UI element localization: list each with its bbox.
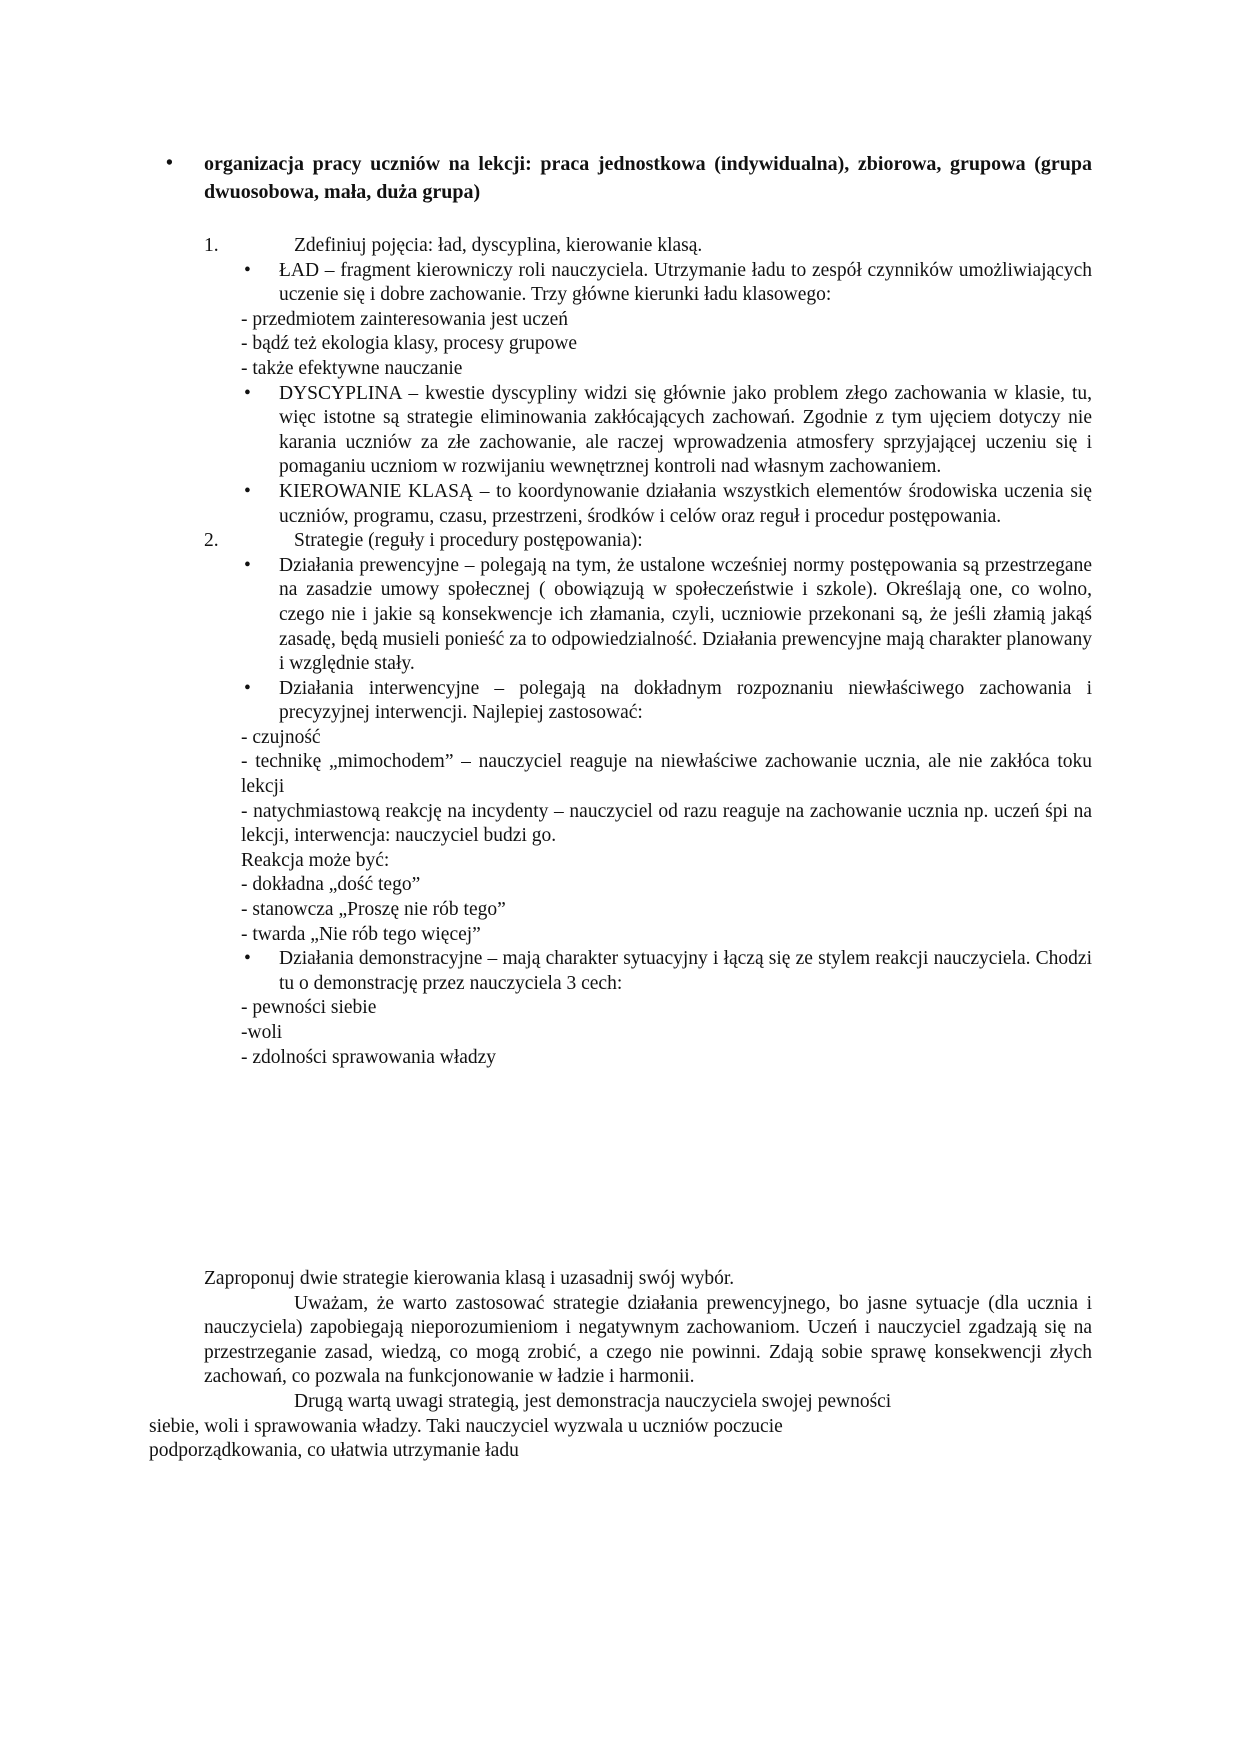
bullet-kierowanie	[204, 480, 1092, 529]
section-essay	[149, 1267, 1092, 1464]
question-2	[204, 529, 1092, 554]
bullet-prewencyjne	[204, 554, 1092, 677]
bullet-text: Działania prewencyjne – polegają na tym, że ustalone wcześniej normy postępowania są przestrzegane na zasadzie umowy społecznej ( obowiązują w społeczeństwie i szkole). Określają one, co wolno, czego nie i jakie są konsekwencje ich złamania, czyli, uczniowie przekonani są, że jeśli złamią jakąś zasadę, będą musieli ponieść za to odpowiedzialność. Działania prewencyjne mają charakter planowany i względnie stały.	[279, 554, 1092, 675]
list-item: - stanowcza „Proszę nie rób tego”	[241, 899, 506, 921]
essay-paragraph-2-line: siebie, woli i sprawowania władzy. Taki nauczyciel wyzwala u uczniów poczucie	[149, 1415, 783, 1437]
list-item: - zdolności sprawowania władzy	[241, 1046, 497, 1068]
bullet-text: DYSCYPLINA – kwestie dyscypliny widzi się głównie jako problem złego zachowania w klasie, tu, więc istotne są strategie eliminowania zakłócających zachowań. Zgodnie z tym ujęciem dotyczy nie karania uczniów za złe zachowanie, ale raczej wprowadzenia atmosfery sprzyjającej uczeniu się i pomaganiu uczniom w rozwijaniu wewnętrznej kontroli nad własnym zachowaniem.	[279, 382, 1092, 478]
bullet-icon: •	[244, 259, 251, 281]
question-text: Zdefiniuj pojęcia: ład, dyscyplina, kierowanie klasą.	[294, 235, 703, 256]
list-item: - dokładna „dość tego”	[241, 874, 421, 896]
bullet-text: Działania demonstracyjne – mają charakter sytuacyjny i łączą się ze stylem reakcji nauczyciela. Chodzi tu o demonstrację przez nauczyciela 3 cech:	[279, 948, 1092, 994]
bullet-icon: •	[244, 554, 251, 576]
essay-prompt: Zaproponuj dwie strategie kierowania klasą i uzasadnij swój wybór.	[204, 1268, 735, 1289]
bullet-demonstracyjne	[204, 947, 1092, 996]
reakcja-label: Reakcja może być:	[241, 849, 390, 871]
bullet-text: ŁAD – fragment kierowniczy roli nauczyciela. Utrzymanie ładu to zespół czynników umożliwiających uczenie się i dobre zachowanie. Trzy główne kierunki ładu klasowego:	[279, 259, 1092, 306]
list-item: - technikę „mimochodem” – nauczyciel reaguje na niewłaściwe zachowanie ucznia, ale nie zakłóca toku lekcji	[241, 751, 1092, 798]
question-number: 2.	[204, 530, 219, 552]
essay-paragraph-1: Uważam, że warto zastosować strategie działania prewencyjnego, bo jasne sytuacje (dla ucznia i nauczyciela) zapobiegają nieporozumieniom i negatywnym zachowaniom. Uczeń i nauczyciel zgadzają się na przestrzeganie zasad, wiedzą, co mogą zrobić, a czego nie powinni. Zdają sobie sprawę konsekwencji złych zachowań, co pozwala na funkcjonowanie w ładzie i harmonii.	[204, 1292, 1092, 1388]
heading: organizacja pracy uczniów na lekcji: praca jednostkowa (indywidualna), zbiorowa, grupowa (grupa dwuosobowa, mała, duża grupa)	[204, 153, 1092, 203]
bullet-icon: •	[244, 382, 251, 404]
bullet-dyscyplina	[204, 382, 1092, 480]
list-item: - przedmiotem zainteresowania jest uczeń	[241, 308, 569, 330]
bullet-icon: •	[244, 677, 251, 699]
question-1	[204, 234, 1092, 259]
list-item: - natychmiastową reakcję na incydenty – nauczyciel od razu reaguje na zachowanie ucznia np. uczeń śpi na lekcji, interwencja: nauczyciel budzi go.	[241, 800, 1092, 847]
essay-paragraph-2-line: Drugą wartą uwagi strategią, jest demonstracja nauczyciela swojej pewności	[294, 1390, 892, 1412]
list-item: - twarda „Nie rób tego więcej”	[241, 923, 481, 945]
list-item: - także efektywne nauczanie	[241, 357, 463, 379]
essay-paragraph-2-line: podporządkowania, co ułatwia utrzymanie ładu	[149, 1440, 519, 1462]
bullet-text: KIEROWANIE KLASĄ – to koordynowanie działania wszystkich elementów środowiska uczenia się uczniów, programu, czasu, przestrzeni, środków i celów oraz reguł i procedur postępowania.	[279, 480, 1092, 527]
bullet-icon: •	[244, 480, 251, 502]
bullet-lad	[204, 259, 1092, 308]
section-questions	[204, 234, 1092, 1070]
question-number: 1.	[204, 235, 219, 256]
bullet-text: Działania interwencyjne – polegają na dokładnym rozpoznaniu niewłaściwego zachowania i precyzyjnej interwencji. Najlepiej zastosować:	[279, 677, 1092, 724]
question-text: Strategie (reguły i procedury postępowania):	[294, 530, 643, 552]
list-item: - pewności siebie	[241, 997, 377, 1019]
list-item: - bądź też ekologia klasy, procesy grupowe	[241, 333, 578, 355]
bullet-icon: •	[244, 948, 251, 970]
bullet-icon: •	[166, 153, 173, 174]
list-item: -woli	[241, 1022, 283, 1043]
bullet-interwencyjne	[204, 677, 1092, 726]
list-item: - czujność	[241, 726, 321, 748]
